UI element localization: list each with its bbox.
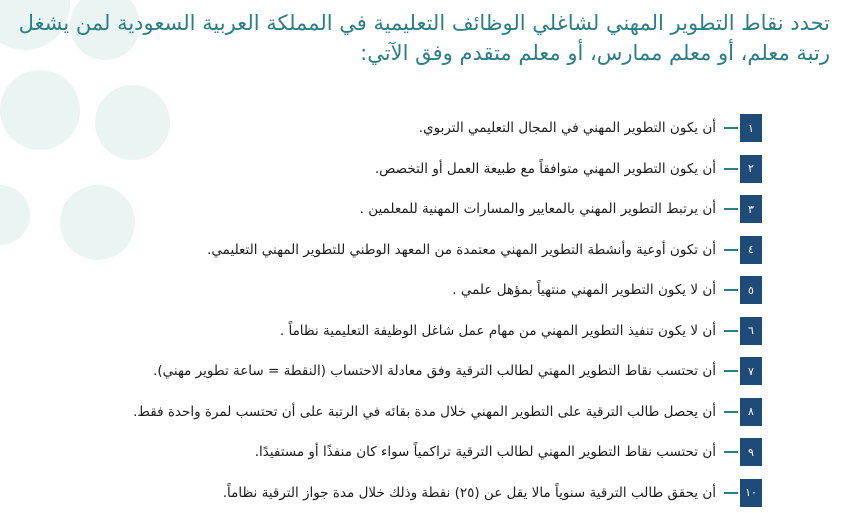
connector-dash [724,330,738,332]
list-item [0,108,844,149]
item-text: أن يحصل طالب الترقية على التطوير المهني خلال مدة بقائه في الرتبة على أن تحتسب لمرة واحدة فقط. [133,404,716,420]
item-text: أن يكون التطوير المهني متوافقاً مع طبيعة العمل أو التخصص. [375,161,716,177]
item-number-badge: ٨ [740,398,762,426]
connector-dash [724,168,738,170]
item-number-badge: ١٠ [740,479,762,507]
list-item [0,351,844,392]
item-text: أن يحقق طالب الترقية سنوياً مالا يقل عن (٢٥) نقطة وذلك خلال مدة جواز الترقية نظاماً. [223,485,716,501]
list-item [0,392,844,433]
item-number-badge: ٣ [740,195,762,223]
list-item [0,270,844,311]
connector-dash [724,370,738,372]
item-number-badge: ٧ [740,357,762,385]
intro-line-2: رتبة معلم، أو معلم ممارس، أو معلم متقدم وفق الآتي: [10,38,830,68]
connector-dash [724,411,738,413]
item-number-badge: ٩ [740,438,762,466]
list-item [0,230,844,271]
item-text: أن يكون التطوير المهني في المجال التعليمي التربوي. [419,120,716,136]
item-text: أن تكون أوعية وأنشطة التطوير المهني معتمدة من المعهد الوطني للتطوير المهني التعليمي. [207,242,716,258]
list-item [0,473,844,513]
item-number-badge: ٦ [740,317,762,345]
list-item [0,432,844,473]
item-number-badge: ٢ [740,155,762,183]
intro-paragraph [10,8,830,68]
item-text: أن تحتسب نقاط التطوير المهني لطالب الترقية تراكمياً سواء كان منفذًا أو مستفيدًا. [255,444,716,460]
item-number-badge: ٥ [740,276,762,304]
connector-dash [724,492,738,494]
list-item [0,149,844,190]
item-text: أن لا يكون التطوير المهني منتهياً بمؤهل علمي . [452,282,716,298]
intro-line-1: تحدد نقاط التطوير المهني لشاغلي الوظائف التعليمية في المملكة العربية السعودية لمن يشغل [10,8,830,38]
connector-dash [724,127,738,129]
connector-dash [724,208,738,210]
item-number-badge: ١ [740,114,762,142]
item-number-badge: ٤ [740,236,762,264]
connector-dash [724,289,738,291]
item-text: أن تحتسب نقاط التطوير المهني لطالب الترقية وفق معادلة الاحتساب (النقطة = ساعة تطوير مهني). [153,363,716,379]
list-item [0,189,844,230]
connector-dash [724,249,738,251]
item-text: أن لا يكون تنفيذ التطوير المهني من مهام عمل شاغل الوظيفة التعليمية نظاماً . [280,323,716,339]
connector-dash [724,451,738,453]
list-item [0,311,844,352]
item-text: أن يرتبط التطوير المهني بالمعايير والمسارات المهنية للمعلمين . [360,201,716,217]
criteria-list [0,108,844,513]
